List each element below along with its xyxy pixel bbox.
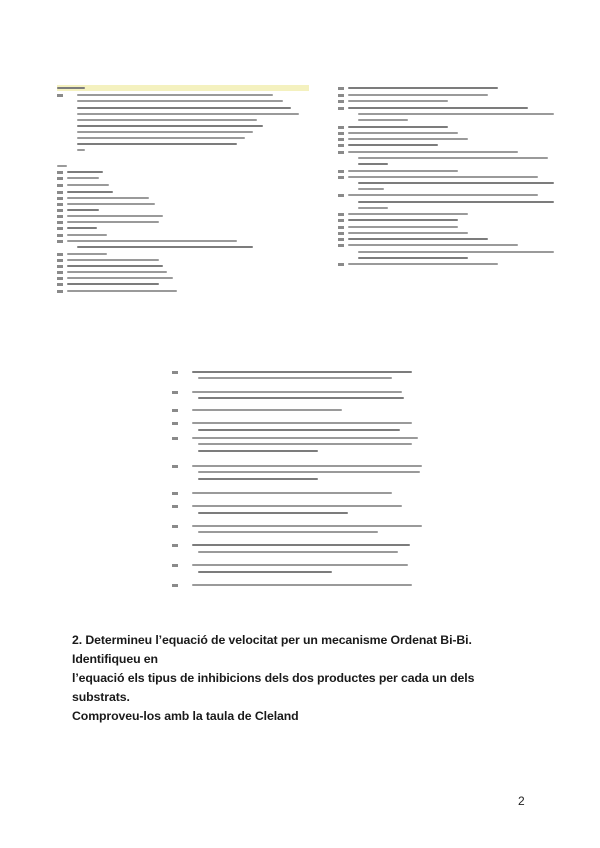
equation-line bbox=[57, 164, 312, 168]
equation-line bbox=[172, 421, 434, 425]
equation-line-body bbox=[67, 234, 107, 236]
equation-line-body bbox=[57, 165, 67, 167]
question-2 bbox=[72, 631, 532, 726]
equation-line bbox=[338, 193, 560, 197]
equation-line-body bbox=[67, 227, 97, 229]
equation-line-body bbox=[198, 531, 378, 533]
equation-line-body bbox=[348, 176, 538, 178]
equation-line-body bbox=[67, 259, 159, 261]
equation-line-body bbox=[198, 377, 392, 379]
equation-line-body bbox=[67, 171, 103, 173]
equation-line bbox=[57, 226, 312, 230]
equation-line-body bbox=[358, 188, 384, 190]
equation-line bbox=[338, 131, 560, 135]
equation-line-body bbox=[192, 492, 392, 494]
equation-line-body bbox=[67, 240, 237, 242]
equation-line-body bbox=[67, 221, 159, 223]
equation-line bbox=[57, 214, 312, 218]
equation-line-label bbox=[172, 525, 178, 528]
equation-line-label bbox=[57, 234, 63, 237]
equation-line-body bbox=[198, 471, 420, 473]
equation-line-body bbox=[77, 125, 263, 127]
equation-line-body bbox=[192, 409, 342, 411]
equation-line bbox=[172, 376, 434, 380]
equation-line-body bbox=[192, 584, 412, 586]
equation-line bbox=[172, 550, 434, 554]
equation-line bbox=[172, 442, 434, 446]
equation-line bbox=[172, 563, 434, 567]
equation-line bbox=[57, 124, 312, 128]
equation-line-body bbox=[358, 251, 554, 253]
equation-line-body bbox=[348, 194, 538, 196]
equation-line-body bbox=[67, 290, 177, 292]
equation-line-body bbox=[358, 163, 388, 165]
equation-line-label bbox=[338, 213, 344, 216]
equation-line-body bbox=[57, 87, 85, 89]
equation-line-label bbox=[172, 371, 178, 374]
equation-line-label bbox=[338, 100, 344, 103]
equation-line bbox=[172, 511, 434, 515]
equation-line-body bbox=[192, 437, 418, 439]
equation-line bbox=[338, 250, 560, 254]
equation-line bbox=[172, 524, 434, 528]
equation-line-label bbox=[57, 259, 63, 262]
equation-line-body bbox=[348, 219, 458, 221]
equation-line bbox=[338, 86, 560, 90]
equation-line-body bbox=[67, 253, 107, 255]
equation-line-body bbox=[67, 184, 109, 186]
equation-line-label bbox=[338, 132, 344, 135]
equation-image-center bbox=[172, 368, 434, 594]
equation-line-label bbox=[172, 422, 178, 425]
equation-line bbox=[338, 118, 560, 122]
equation-line-label bbox=[338, 244, 344, 247]
equation-line-body bbox=[67, 277, 173, 279]
equation-line-label bbox=[172, 437, 178, 440]
equation-line bbox=[172, 428, 434, 432]
equation-line-label bbox=[57, 221, 63, 224]
equation-line-body bbox=[192, 564, 408, 566]
equation-line-body bbox=[348, 144, 438, 146]
equation-line-body bbox=[67, 271, 167, 273]
equation-line bbox=[57, 112, 312, 116]
equation-line bbox=[57, 202, 312, 206]
equation-line-body bbox=[77, 100, 283, 102]
equation-line bbox=[57, 196, 312, 200]
equation-line bbox=[57, 208, 312, 212]
equation-line-label bbox=[172, 391, 178, 394]
equation-image-left bbox=[57, 84, 312, 359]
question-line-1: 2. Determineu l’equació de velocitat per un mecanisme Ordenat Bi-Bi. Identifiqueu en bbox=[72, 633, 472, 666]
equation-line bbox=[338, 237, 560, 241]
equation-line bbox=[57, 99, 312, 103]
equation-line bbox=[338, 162, 560, 166]
equation-line bbox=[57, 239, 312, 243]
question-line-2: l’equació els tipus de inhibicions dels dos productes per cada un dels substrats. bbox=[72, 671, 475, 704]
equation-line-label bbox=[338, 94, 344, 97]
equation-line bbox=[338, 137, 560, 141]
equation-line bbox=[338, 93, 560, 97]
equation-line bbox=[57, 118, 312, 122]
equation-line bbox=[57, 86, 312, 90]
equation-line-body bbox=[67, 203, 155, 205]
equation-line-label bbox=[338, 232, 344, 235]
equation-line-label bbox=[338, 126, 344, 129]
equation-line-body bbox=[67, 197, 149, 199]
equation-line-body bbox=[198, 478, 318, 480]
equation-line-label bbox=[338, 238, 344, 241]
equation-line-body bbox=[348, 94, 488, 96]
equation-line-body bbox=[348, 107, 528, 109]
equation-line-body bbox=[67, 283, 159, 285]
equation-line-body bbox=[192, 505, 402, 507]
equation-line bbox=[57, 233, 312, 237]
equation-line-body bbox=[67, 191, 113, 193]
equation-line-label bbox=[172, 584, 178, 587]
equation-line-body bbox=[67, 265, 163, 267]
equation-line bbox=[338, 243, 560, 247]
equation-line bbox=[57, 148, 312, 152]
equation-line bbox=[338, 106, 560, 110]
equation-line-body bbox=[348, 87, 498, 89]
equation-line-label bbox=[57, 177, 63, 180]
equation-line-body bbox=[192, 465, 422, 467]
equation-line bbox=[338, 150, 560, 154]
equation-line-body bbox=[348, 100, 448, 102]
equation-line-label bbox=[57, 227, 63, 230]
equation-line bbox=[172, 570, 434, 574]
equation-line-label bbox=[57, 191, 63, 194]
equation-line-label bbox=[338, 107, 344, 110]
equation-line-label bbox=[57, 171, 63, 174]
equation-line-label bbox=[338, 144, 344, 147]
equation-line bbox=[57, 276, 312, 280]
equation-line bbox=[172, 396, 434, 400]
equation-line-label bbox=[338, 170, 344, 173]
equation-line-body bbox=[348, 244, 518, 246]
equation-line-body bbox=[198, 571, 332, 573]
equation-line-body bbox=[192, 544, 410, 546]
equation-line-body bbox=[77, 149, 85, 151]
equation-line-body bbox=[358, 113, 554, 115]
equation-line-body bbox=[348, 226, 458, 228]
equation-line bbox=[172, 436, 434, 440]
page-number: 2 bbox=[518, 794, 525, 808]
equation-line bbox=[57, 245, 312, 249]
equation-line-label bbox=[172, 564, 178, 567]
equation-line-label bbox=[57, 209, 63, 212]
equation-line bbox=[57, 264, 312, 268]
equation-line bbox=[172, 504, 434, 508]
equation-line-body bbox=[77, 131, 253, 133]
equation-line bbox=[338, 212, 560, 216]
equation-line bbox=[57, 130, 312, 134]
equation-line-label bbox=[338, 226, 344, 229]
question-line-3: Comproveu-los amb la taula de Cleland bbox=[72, 709, 299, 723]
equation-line bbox=[57, 270, 312, 274]
equation-line bbox=[338, 99, 560, 103]
equation-line bbox=[57, 289, 312, 293]
equation-line-label bbox=[57, 277, 63, 280]
equation-line-body bbox=[358, 257, 468, 259]
equation-line bbox=[57, 190, 312, 194]
equation-line-body bbox=[192, 525, 422, 527]
equation-line-label bbox=[57, 215, 63, 218]
equation-line-body bbox=[348, 238, 488, 240]
equation-line-body bbox=[348, 263, 498, 265]
equation-line-label bbox=[57, 271, 63, 274]
equation-line bbox=[338, 125, 560, 129]
equation-line bbox=[172, 464, 434, 468]
equation-line bbox=[338, 225, 560, 229]
equation-line bbox=[338, 200, 560, 204]
equation-line bbox=[172, 449, 434, 453]
equation-line bbox=[57, 136, 312, 140]
equation-line-body bbox=[198, 397, 404, 399]
equation-line-body bbox=[348, 232, 468, 234]
equation-line-label bbox=[172, 409, 178, 412]
equation-line-body bbox=[358, 207, 388, 209]
equation-line-body bbox=[198, 443, 412, 445]
equation-line bbox=[57, 142, 312, 146]
equation-line-label bbox=[338, 263, 344, 266]
equation-line bbox=[338, 175, 560, 179]
equation-line-body bbox=[67, 177, 99, 179]
equation-line bbox=[172, 530, 434, 534]
equation-line-label bbox=[338, 194, 344, 197]
equation-line bbox=[338, 187, 560, 191]
equation-line bbox=[172, 370, 434, 374]
equation-line bbox=[338, 206, 560, 210]
equation-line-body bbox=[358, 157, 548, 159]
equation-line-body bbox=[348, 213, 468, 215]
equation-line-label bbox=[338, 176, 344, 179]
equation-line-body bbox=[192, 371, 412, 373]
equation-line-label bbox=[338, 87, 344, 90]
equation-line-body bbox=[192, 422, 412, 424]
equation-line-label bbox=[172, 505, 178, 508]
equation-line bbox=[57, 258, 312, 262]
equation-line bbox=[57, 220, 312, 224]
equation-line bbox=[338, 181, 560, 185]
equation-line bbox=[57, 106, 312, 110]
equation-line-body bbox=[77, 143, 237, 145]
equation-line bbox=[338, 262, 560, 266]
equation-line-body bbox=[358, 182, 554, 184]
equation-line-label bbox=[57, 265, 63, 268]
equation-line-body bbox=[348, 132, 458, 134]
equation-line-label bbox=[338, 219, 344, 222]
equation-line bbox=[172, 408, 434, 412]
equation-line bbox=[57, 252, 312, 256]
equation-line bbox=[57, 282, 312, 286]
equation-line-body bbox=[198, 429, 400, 431]
equation-line bbox=[338, 231, 560, 235]
equation-line-label bbox=[57, 290, 63, 293]
equation-line bbox=[57, 183, 312, 187]
equation-line bbox=[57, 93, 312, 97]
equation-line bbox=[338, 112, 560, 116]
equation-line bbox=[338, 256, 560, 260]
equation-line-body bbox=[192, 391, 402, 393]
equation-line bbox=[57, 176, 312, 180]
equation-line bbox=[338, 143, 560, 147]
equation-line bbox=[57, 170, 312, 174]
equation-line-label bbox=[172, 544, 178, 547]
equation-line-label bbox=[338, 138, 344, 141]
equation-line-body bbox=[348, 138, 468, 140]
equation-line bbox=[338, 169, 560, 173]
equation-line bbox=[172, 583, 434, 587]
equation-line-body bbox=[77, 107, 291, 109]
equation-line-body bbox=[198, 512, 348, 514]
equation-line-body bbox=[77, 137, 245, 139]
equation-line bbox=[172, 390, 434, 394]
equation-line-body bbox=[198, 551, 398, 553]
equation-line-label bbox=[57, 184, 63, 187]
equation-line-label bbox=[172, 492, 178, 495]
equation-line bbox=[338, 218, 560, 222]
equation-line-label bbox=[57, 240, 63, 243]
equation-line-body bbox=[348, 151, 518, 153]
equation-line-label bbox=[57, 197, 63, 200]
equation-line bbox=[172, 477, 434, 481]
equation-line-label bbox=[57, 253, 63, 256]
equation-line bbox=[338, 156, 560, 160]
equation-line-body bbox=[77, 94, 273, 96]
equation-line-body bbox=[348, 170, 458, 172]
equation-line-label bbox=[57, 94, 63, 97]
equation-line-body bbox=[77, 113, 299, 115]
equation-line-body bbox=[77, 246, 253, 248]
equation-line bbox=[172, 470, 434, 474]
equation-image-right bbox=[338, 84, 560, 354]
equation-line-label bbox=[57, 203, 63, 206]
equation-line bbox=[172, 491, 434, 495]
equation-line-body bbox=[67, 215, 163, 217]
equation-line bbox=[172, 543, 434, 547]
equation-line-label bbox=[57, 283, 63, 286]
equation-line-body bbox=[358, 119, 408, 121]
equation-line-body bbox=[77, 119, 257, 121]
equation-line-body bbox=[67, 209, 99, 211]
equation-line-body bbox=[348, 126, 448, 128]
equation-line-label bbox=[338, 151, 344, 154]
equation-line-body bbox=[198, 450, 318, 452]
equation-line-label bbox=[172, 465, 178, 468]
equation-line-body bbox=[358, 201, 554, 203]
